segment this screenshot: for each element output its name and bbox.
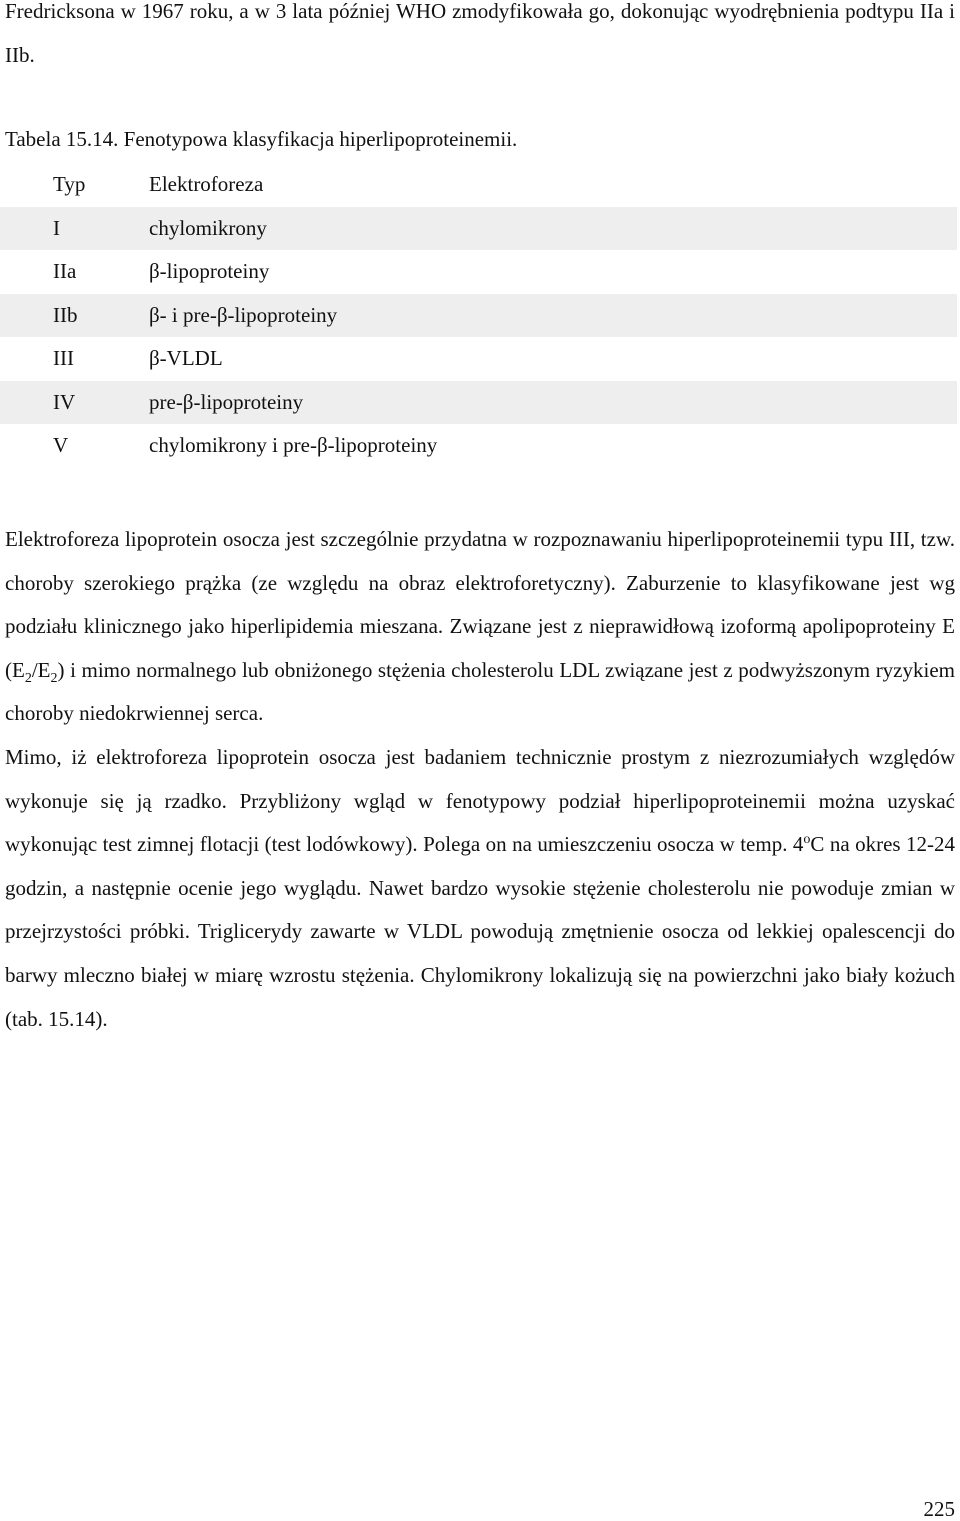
table-row [0, 381, 957, 425]
table-row [0, 207, 957, 251]
classification-table [0, 163, 957, 468]
paragraph-electrophoresis: Elektroforeza lipoprotein osocza jest szczególnie przydatna w rozpoznawaniu hiperlipoproteinemii typu III, tzw. choroby szerokiego prążka (ze względu na obraz elektroforetyczny). Zaburzenie to klasyfikowane jest wg podziału klinicznego jako hiperlipidemia mieszana. Związane jest z nieprawidłową izoformą apolipoproteiny E $(E_2/E_2)$ i mimo normalnego lub obniżonego stężenia cholesterolu LDL związane jest z podwyższonym ryzykiem choroby niedokrwiennej serca. [5, 527, 955, 726]
row-type: IV [53, 389, 76, 414]
table-row [0, 294, 957, 338]
row-type: I [53, 215, 60, 240]
table-caption: Tabela 15.14. Fenotypowa klasyfikacja hiperlipoproteinemii. [5, 127, 518, 151]
table-row [0, 424, 957, 468]
row-electrophoresis: β-lipoproteiny [149, 259, 270, 283]
row-electrophoresis: pre-β-lipoproteiny [149, 389, 304, 414]
row-type: V [53, 433, 69, 457]
table-row [0, 250, 957, 294]
table-row [0, 337, 957, 381]
header-type: Typ [53, 172, 86, 196]
paragraph-flotation-test: Mimo, iż elektroforeza lipoprotein osocza jest badaniem technicznie prostym z niezrozumiałych względów wykonuje się ją rzadko. Przybliżony wgląd w fenotypowy podział hiperlipoproteinemii można uzyskać wykonując test zimnej flotacji (test lodówkowy). Polega on na umieszczeniu osocza w temp. 4$^o$C na okres 12-24 godzin, a następnie ocenie jego wyglądu. Nawet bardzo wysokie stężenie cholesterolu nie powoduje zmian w przejrzystości próbki. Triglicerydy zawarte w VLDL powodują zmętnienie osocza od lekkiej opalescencji do barwy mleczno białej w miarę wzrostu stężenia. Chylomikrony lokalizują się na powierzchni jako biały kożuch (tab. 15.14). [5, 744, 956, 1031]
row-type: IIb [53, 302, 78, 327]
body-text [5, 518, 955, 1041]
row-type: III [53, 346, 74, 370]
intro-paragraph: Fredricksona w 1967 roku, a w 3 lata później WHO zmodyfikowała go, dokonując wyodrębnienia podtypu IIa i IIb. [5, 0, 955, 67]
row-electrophoresis: chylomikrony i pre-β-lipoproteiny [149, 433, 438, 457]
row-type: IIa [53, 259, 77, 283]
header-electrophoresis: Elektroforeza [149, 172, 264, 196]
row-electrophoresis: chylomikrony [149, 215, 267, 240]
row-electrophoresis: β-VLDL [149, 346, 223, 370]
row-electrophoresis: β- i pre-β-lipoproteiny [149, 302, 338, 327]
table-header-row [0, 163, 957, 207]
page-number: 225 [923, 1497, 955, 1521]
